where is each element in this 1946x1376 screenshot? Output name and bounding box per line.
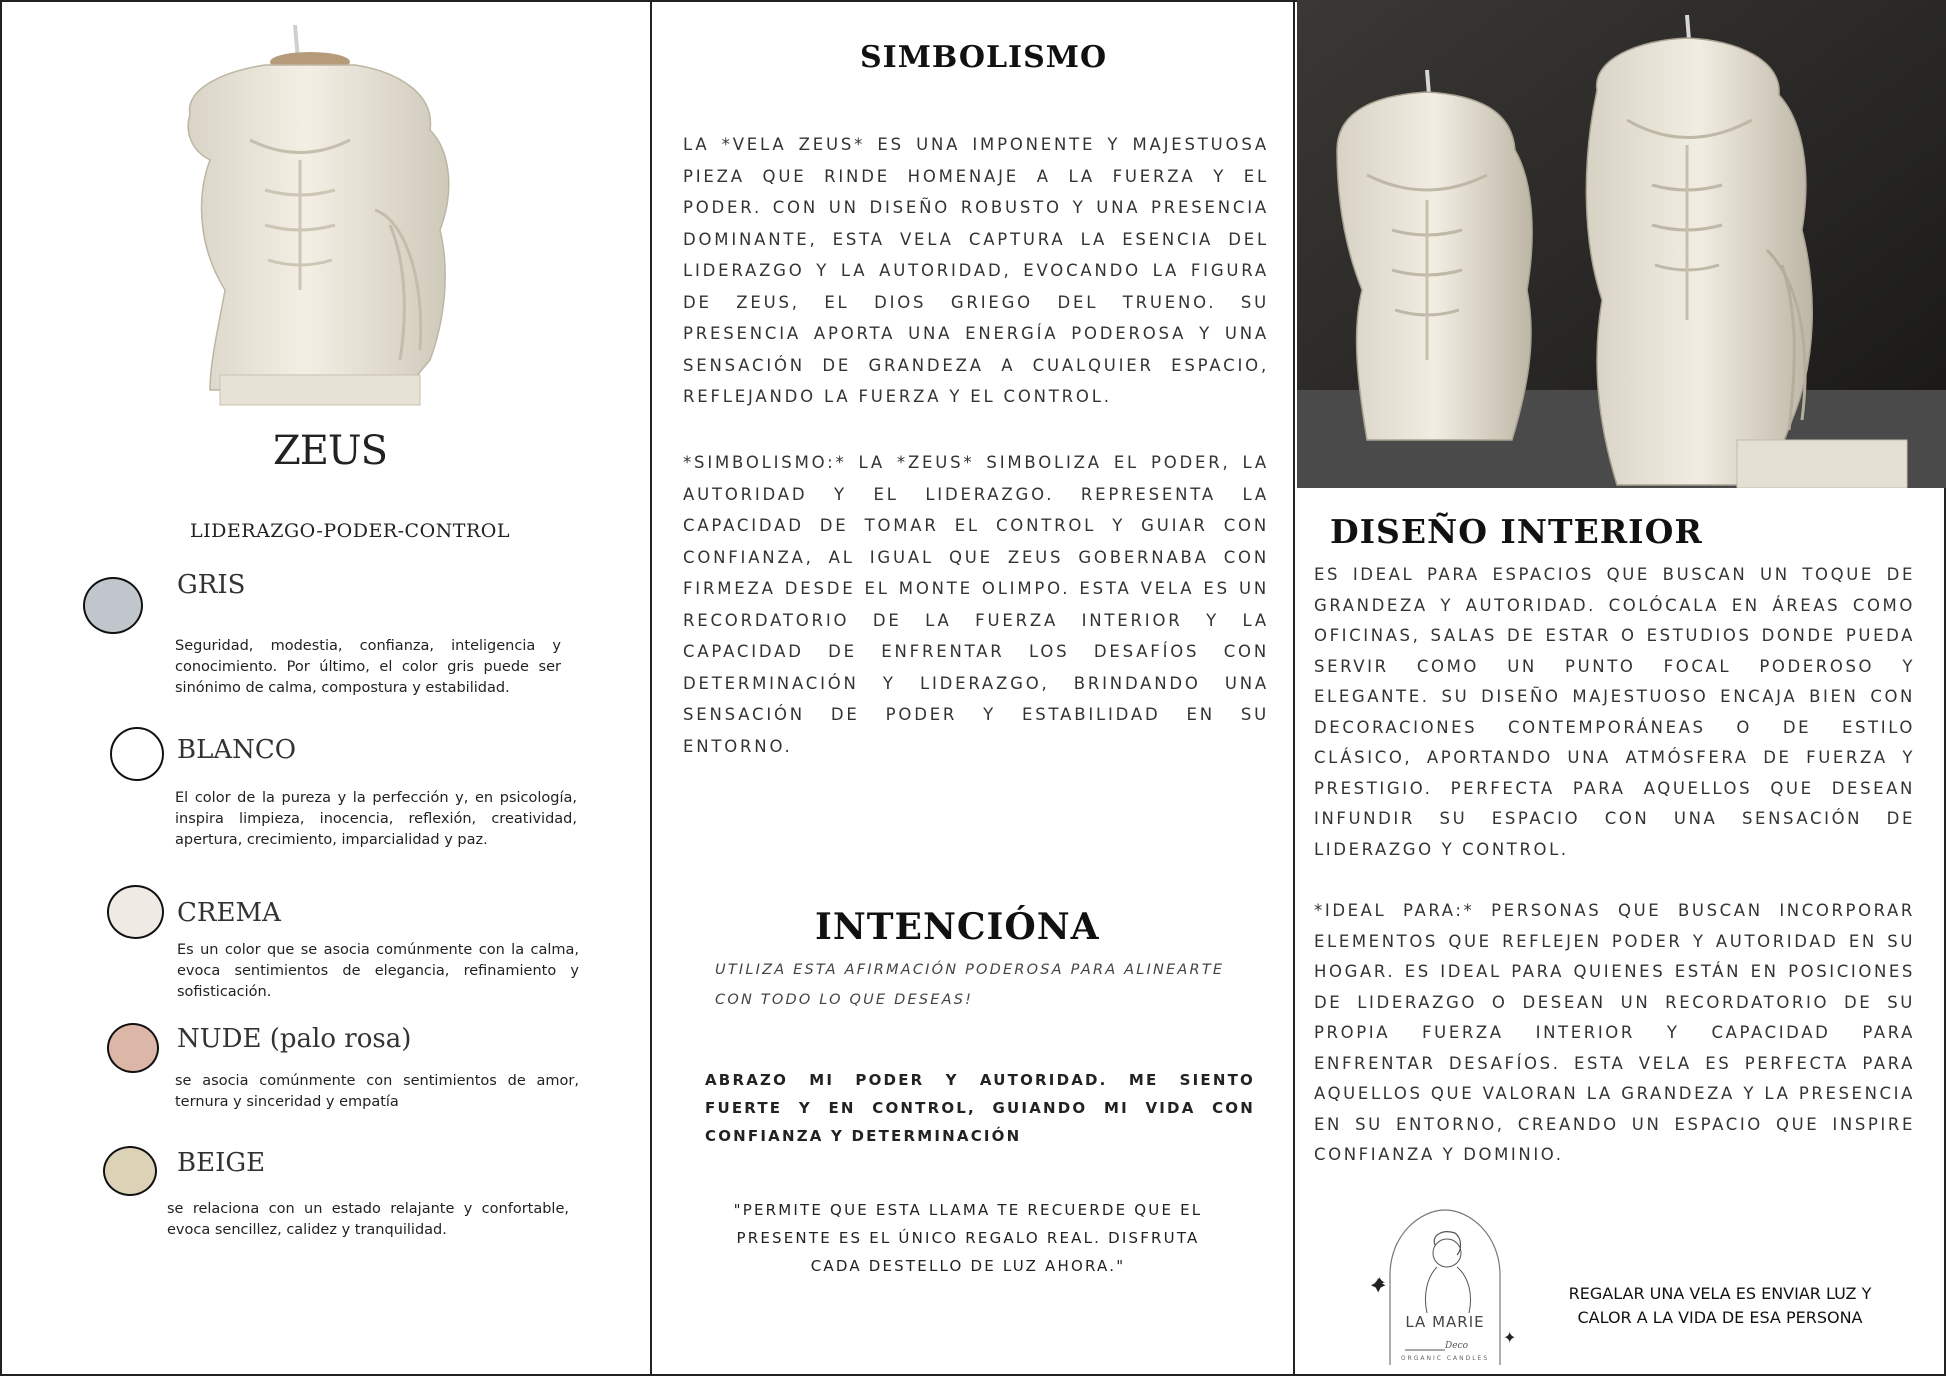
diseno-interior-title: DISEÑO INTERIOR xyxy=(1330,512,1703,551)
color-swatch-blanco xyxy=(110,727,164,781)
color-swatch-gris xyxy=(83,577,143,634)
diseno-paragraph-2: *IDEAL PARA:* PERSONAS QUE BUSCAN INCORPORAR ELEMENTOS QUE REFLEJEN PODER Y AUTORIDAD EN SU HOGAR. ES IDEAL PARA QUIENES ESTÁN EN POSICIONES DE LIDERAZGO O DESEAN UN RECORDATORIO DE SU PROPIA FUERZA INTERIOR Y CAPACIDAD PARA ENFRENTAR DESAFÍOS. ESTA VELA ES PERFECTA PARA AQUELLOS QUE VALORAN LA GRANDEZA Y LA PRESENCIA EN SU ENTORNO, CREANDO UN ESPACIO QUE INSPIRE CONFIANZA Y DOMINIO. xyxy=(1314,901,1915,1164)
product-title: ZEUS xyxy=(272,428,388,474)
color-desc-blanco: El color de la pureza y la perfección y, en psicología, inspira limpieza, inocencia, reflexión, creatividad, apertura, crecimiento, imparcialidad y paz. xyxy=(175,790,577,848)
color-desc-crema: Es un color que se asocia comúnmente con la calma, evoca sentimientos de elegancia, refinamiento y sofisticación. xyxy=(177,942,579,1000)
color-name-beige: BEIGE xyxy=(177,1148,266,1178)
logo-name: LA MARIE xyxy=(1405,1313,1485,1331)
color-swatch-nude xyxy=(107,1023,159,1073)
color-swatch-crema xyxy=(107,885,164,939)
affirmation-text: ABRAZO MI PODER Y AUTORIDAD. ME SIENTO FUERTE Y EN CONTROL, GUIANDO MI VIDA CON CONFIANZA Y DETERMINACIÓN xyxy=(705,1071,1255,1145)
color-name-nude: NUDE (palo rosa) xyxy=(177,1024,412,1054)
product-subtitle: LIDERAZGO-PODER-CONTROL xyxy=(190,520,510,542)
simbolismo-paragraph-2: *SIMBOLISMO:* LA *ZEUS* SIMBOLIZA EL PODER, LA AUTORIDAD Y EL LIDERAZGO. REPRESENTA LA CAPACIDAD DE TOMAR EL CONTROL Y GUIAR CON CONFIANZA, AL IGUAL QUE ZEUS GOBERNABA CON FIRMEZA DESDE EL MONTE OLIMPO. ESTA VELA ES UN RECORDATORIO DE LA FUERZA INTERIOR Y LA CAPACIDAD DE ENFRENTAR LOS DESAFÍOS CON DETERMINACIÓN Y LIDERAZGO, BRINDANDO UNA SENSACIÓN DE PODER Y ESTABILIDAD EN SU ENTORNO. xyxy=(683,453,1269,756)
color-desc-nude: se asocia comúnmente con sentimientos de amor, ternura y sinceridad y empatía xyxy=(175,1073,579,1110)
diseno-paragraph-1: ES IDEAL PARA ESPACIOS QUE BUSCAN UN TOQUE DE GRANDEZA Y AUTORIDAD. COLÓCALA EN ÁREAS COMO OFICINAS, SALAS DE ESTAR O ESTUDIOS DONDE PUEDA SERVIR COMO UN PUNTO FOCAL PODEROSO Y ELEGANTE. SU DISEÑO MAJESTUOSO ENCAJA BIEN CON DECORACIONES CONTEMPORÁNEAS O DE ESTILO CLÁSICO, APORTANDO UNA ATMÓSFERA DE FUERZA Y PRESTIGIO. PERFECTA PARA AQUELLOS QUE DESEAN INFUNDIR SU ESPACIO CON UNA SENSACIÓN DE LIDERAZGO Y CONTROL. xyxy=(1314,565,1915,859)
candles-photo xyxy=(1297,0,1946,488)
svg-text:✦: ✦ xyxy=(1503,1328,1517,1347)
la-marie-logo xyxy=(1365,1195,1525,1370)
gift-message: REGALAR UNA VELA ES ENVIAR LUZ Y CALOR A LA VIDA DE ESA PERSONA xyxy=(1568,1284,1872,1327)
simbolismo-title: SIMBOLISMO xyxy=(860,40,1108,75)
color-desc-beige: se relaciona con un estado relajante y confortable, evoca sencillez, calidez y tranquilidad. xyxy=(167,1201,569,1238)
zeus-candle-image xyxy=(150,20,490,430)
logo-sub: Deco xyxy=(1445,1341,1469,1351)
intencion-subtitle: UTILIZA ESTA AFIRMACIÓN PODEROSA PARA ALINEARTE CON TODO LO QUE DESEAS! xyxy=(715,962,1225,1008)
intencion-title: INTENCIÓNA xyxy=(815,906,1100,948)
color-swatch-beige xyxy=(103,1146,157,1196)
color-desc-gris: Seguridad, modestia, confianza, inteligencia y conocimiento. Por último, el color gris puede ser sinónimo de calma, compostura y estabilidad. xyxy=(175,638,561,696)
simbolismo-paragraph-1: LA *VELA ZEUS* ES UNA IMPONENTE Y MAJESTUOSA PIEZA QUE RINDE HOMENAJE A LA FUERZA Y EL PODER. CON UN DISEÑO ROBUSTO Y UNA PRESENCIA DOMINANTE, ESTA VELA CAPTURA LA ESENCIA DEL LIDERAZGO Y LA AUTORIDAD, EVOCANDO LA FIGURA DE ZEUS, EL DIOS GRIEGO DEL TRUENO. SU PRESENCIA APORTA UNA ENERGÍA PODEROSA Y UNA SENSACIÓN DE GRANDEZA A CUALQUIER ESPACIO, REFLEJANDO LA FUERZA Y EL CONTROL. xyxy=(683,135,1269,406)
color-name-blanco: BLANCO xyxy=(177,735,297,765)
color-name-gris: GRIS xyxy=(177,570,246,600)
svg-text:✦: ✦ xyxy=(1373,1273,1387,1292)
quote-text: "PERMITE QUE ESTA LLAMA TE RECUERDE QUE EL PRESENTE ES EL ÚNICO REGALO REAL. DISFRUTA CADA DESTELLO DE LUZ AHORA." xyxy=(733,1201,1203,1275)
logo-tagline: ORGANIC CANDLES xyxy=(1400,1355,1490,1362)
color-name-crema: CREMA xyxy=(177,898,281,928)
